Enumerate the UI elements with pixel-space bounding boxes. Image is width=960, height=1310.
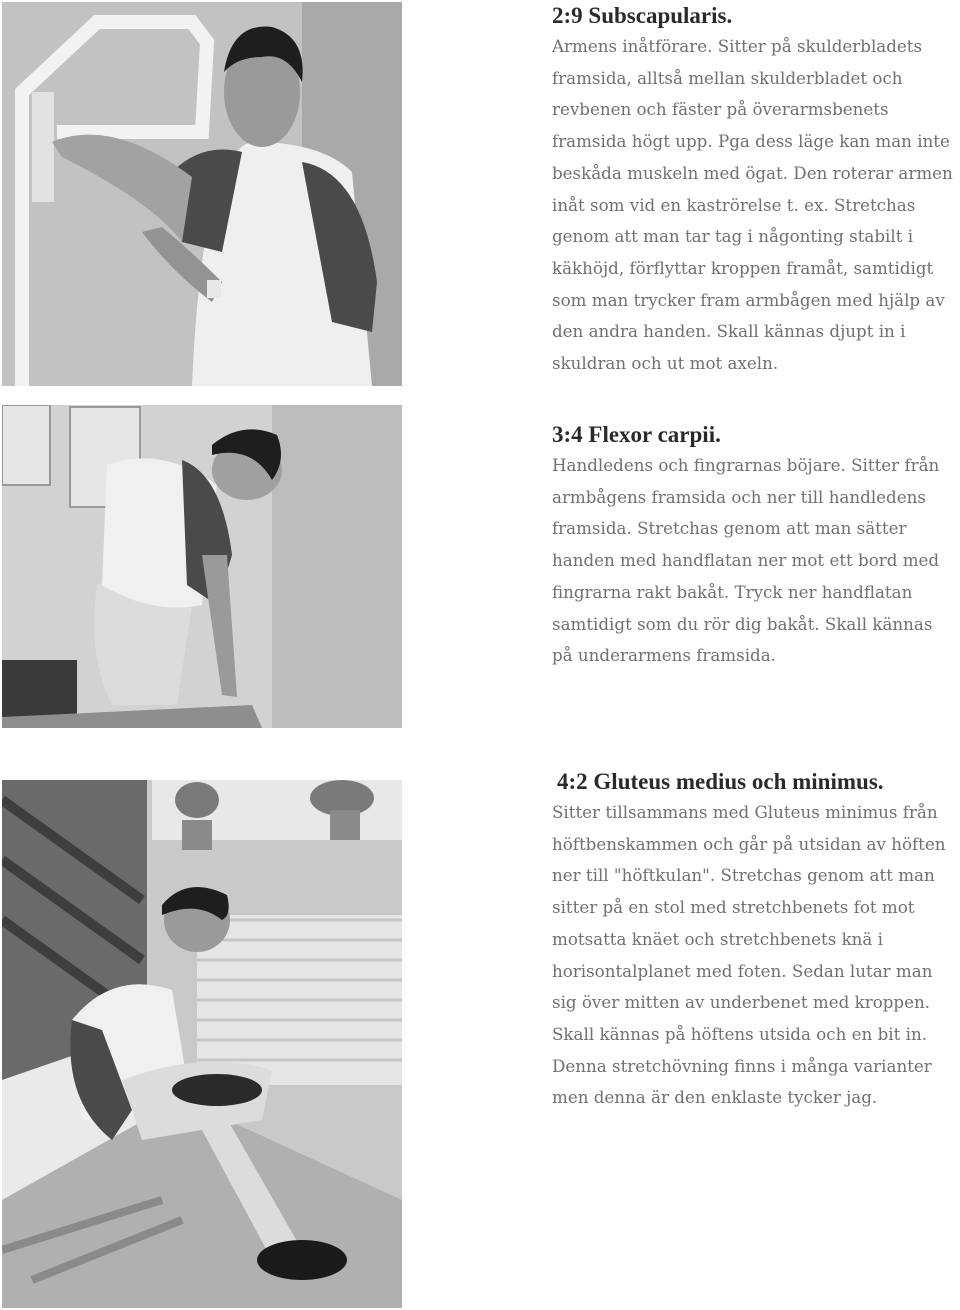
photo-flexor-carpii-stretch — [2, 405, 402, 728]
section-gluteus — [552, 767, 958, 1114]
section-body: Sitter tillsammans med Gluteus minimus från höftbenskammen och går på utsidan av höften ner till "höftkulan". Stretchas genom att man sitter på en stol med stretchbenets fot mot motsatta knäet och stretchbenets knä i horisontalplanet med foten. Sedan lutar man sig över mitten av underbenet med kroppen. Skall kännas på höftens utsida och en bit in. Denna stretchövning finns i många varianter men denna är den enklaste tycker jag. — [552, 802, 946, 1108]
photo-gluteus-stretch — [2, 780, 402, 1308]
section-body: Armens inåtförare. Sitter på skulderbladets framsida, alltså mellan skulderbladet och revbenen och fäster på överarmsbenets framsida högt upp. Pga dess läge kan man inte beskåda muskeln med ögat. Den roterar armen inåt som vid en kaströrelse t. ex. Stretchas genom att man tar tag i någonting stabilt i käkhöjd, förflyttar kroppen framåt, samtidigt som man trycker fram armbågen med hjälp av den andra handen. Skall kännas djupt in i skuldran och ut mot axeln. — [552, 36, 953, 374]
section-title: 3:4 Flexor carpii. — [552, 422, 721, 447]
photo-subscapularis-stretch — [2, 2, 402, 386]
section-flexor-carpii — [552, 420, 958, 672]
section-title: 2:9 Subscapularis. — [552, 3, 733, 28]
section-body: Handledens och fingrarnas böjare. Sitter från armbågens framsida och ner till handledens framsida. Stretchas genom att man sätter handen med handflatan ner mot ett bord med fingrarna rakt bakåt. Tryck ner handflatan samtidigt som du rör dig bakåt. Skall kännas på underarmens framsida. — [552, 455, 940, 666]
section-subscapularis — [552, 1, 958, 380]
section-title: 4:2 Gluteus medius och minimus. — [557, 769, 884, 794]
